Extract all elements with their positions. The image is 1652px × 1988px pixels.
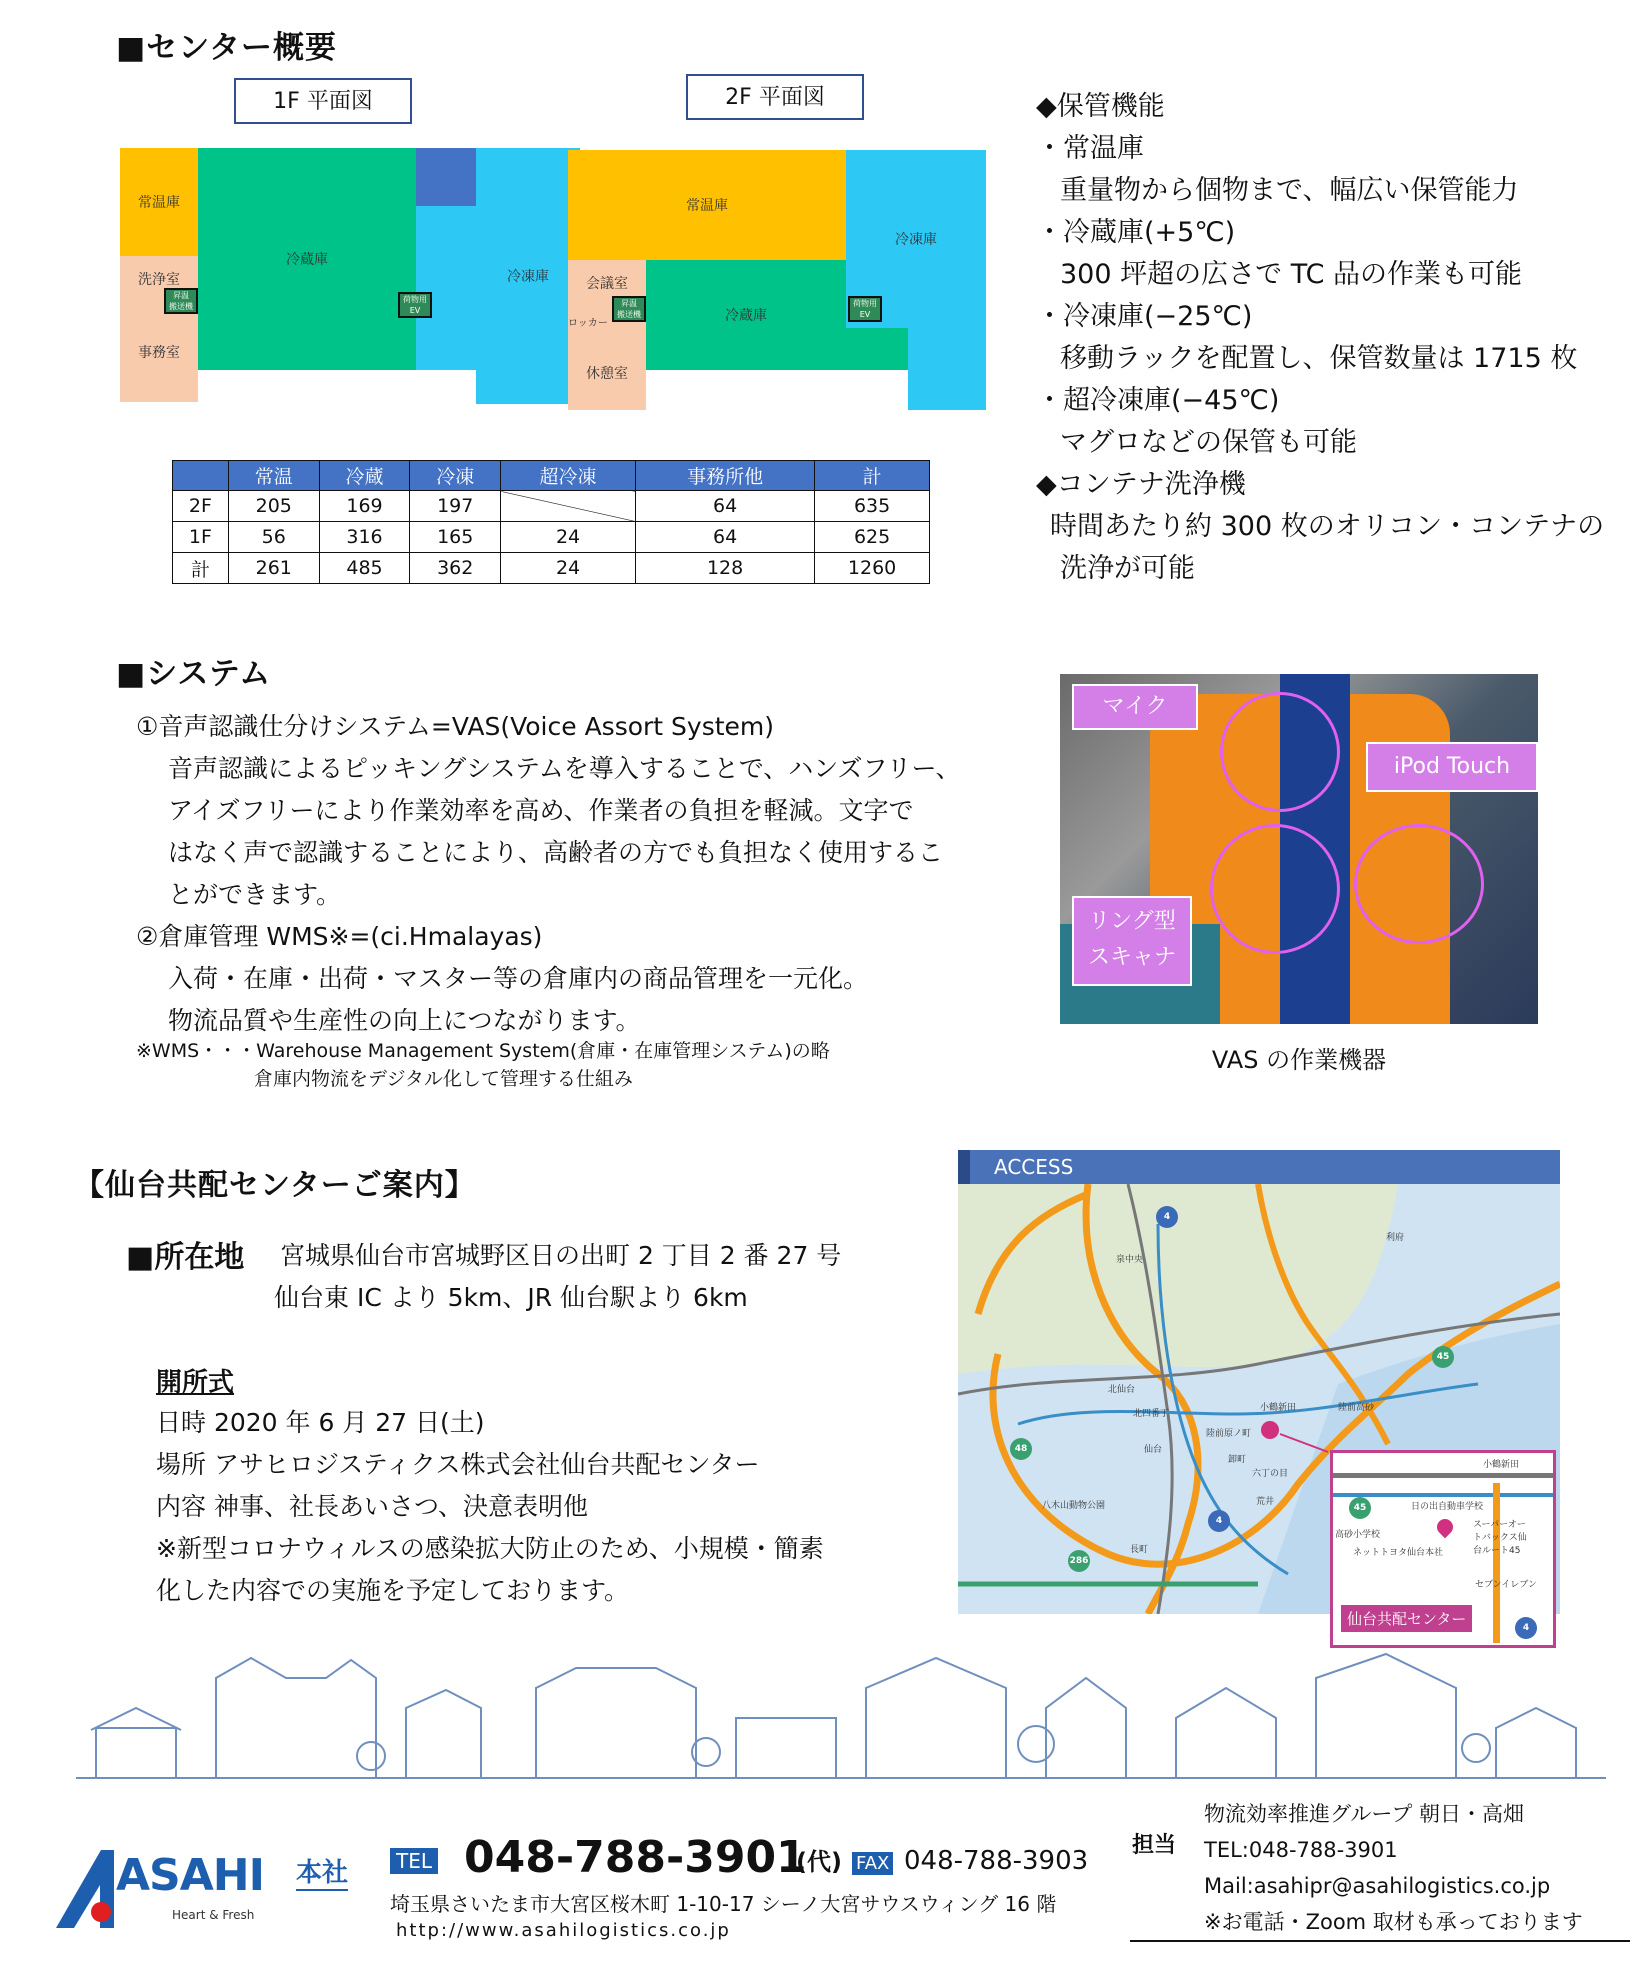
f1-tag-transport: 昇温 搬送機 xyxy=(164,288,198,314)
access-map xyxy=(958,1150,1560,1650)
callout-scanner xyxy=(1072,896,1192,986)
inset-rail xyxy=(1333,1473,1553,1478)
f1-room-reizo: 冷蔵庫 xyxy=(198,148,416,370)
map-label: 六丁の目 xyxy=(1252,1469,1289,1479)
logo-text: ASAHI xyxy=(116,1850,264,1901)
f2-room-reizo: 冷蔵庫 xyxy=(646,260,846,370)
table-cell: 362 xyxy=(410,553,501,584)
ceremony-note: ※新型コロナウィルスの感染拡大防止のため、小規模・簡素 xyxy=(156,1534,824,1563)
system-line: 物流品質や生産性の向上につながります。 xyxy=(168,1006,641,1035)
table-header-row xyxy=(173,461,930,491)
location-pin-icon xyxy=(1434,1516,1457,1539)
center-label: 仙台共配センター xyxy=(1341,1605,1472,1632)
f1-room-block xyxy=(416,148,476,206)
inset-label: スーパーオートバックス仙台ルート45 xyxy=(1473,1520,1527,1556)
storage-line: 重量物から個物まで、幅広い保管能力 xyxy=(1060,175,1519,206)
inset-label: ネットトヨタ仙台本社 xyxy=(1353,1548,1444,1558)
tel-dai: (代) xyxy=(796,1848,842,1876)
storage-line: 洗浄が可能 xyxy=(1060,553,1195,584)
system-line: アイズフリーにより作業効率を高め、作業者の負担を軽減。文字で xyxy=(168,796,914,825)
vas-photo xyxy=(1060,674,1538,1024)
map-label: 小鶴新田 xyxy=(1260,1403,1297,1413)
table-cell: 64 xyxy=(636,522,815,553)
ceremony-content: 内容 神事、社長あいさつ、決意表明他 xyxy=(156,1492,588,1521)
table-cell: 2F xyxy=(173,491,229,522)
f2-room-locker: ロッカー xyxy=(568,306,646,336)
table-header: 事務所他 xyxy=(636,461,815,491)
f2-tag-ev: 荷物用 EV xyxy=(848,296,882,322)
system-line: 入荷・在庫・出荷・マスター等の倉庫内の商品管理を一元化。 xyxy=(168,964,869,993)
callout-scanner-line2: スキャナ xyxy=(1087,945,1176,970)
table-cell: 625 xyxy=(815,522,930,553)
map-inset xyxy=(1330,1450,1556,1648)
table-cell: 635 xyxy=(815,491,930,522)
section-heading-system: ■システム xyxy=(116,656,272,692)
ceremony-details xyxy=(156,1402,824,1612)
table-cell: 24 xyxy=(501,522,636,553)
section-heading-center: ■センター概要 xyxy=(116,30,338,66)
table-cell: 128 xyxy=(636,553,815,584)
table-cell: 1260 xyxy=(815,553,930,584)
route-48-shield: 48 xyxy=(1010,1438,1032,1460)
map-label: 長町 xyxy=(1130,1545,1149,1555)
floor1-plan xyxy=(120,148,580,438)
table-row xyxy=(173,522,930,553)
f2-room-reito-bottom xyxy=(908,328,986,410)
map-label: 荒井 xyxy=(1256,1497,1275,1507)
table-header: 冷蔵 xyxy=(319,461,410,491)
map-label: 泉中央 xyxy=(1116,1255,1144,1265)
f2-room-reizo-b xyxy=(846,328,908,370)
table-cell: 1F xyxy=(173,522,229,553)
table-cell: 205 xyxy=(228,491,319,522)
floor2-plan xyxy=(568,150,988,410)
inset-route xyxy=(1493,1483,1500,1643)
scanner-highlight xyxy=(1210,824,1340,954)
tel-tag: TEL xyxy=(390,1848,438,1874)
table-row xyxy=(173,553,930,584)
storage-line: 移動ラックを配置し、保管数量は 1715 枚 xyxy=(1060,343,1578,374)
f1-tag-ev: 荷物用 EV xyxy=(398,292,432,318)
capacity-table xyxy=(172,460,930,584)
f1-room-reito-a xyxy=(416,206,476,370)
table-cell: 24 xyxy=(501,553,636,584)
table-header: 冷凍 xyxy=(410,461,501,491)
storage-line: 300 坪超の広さで TC 品の作業も可能 xyxy=(1060,259,1523,290)
table-header: 超冷凍 xyxy=(501,461,636,491)
table-header xyxy=(173,461,229,491)
f2-room-kaigi: 会議室 xyxy=(568,260,646,306)
route-45-shield: 45 xyxy=(1432,1346,1454,1368)
address: 宮城県仙台市宮城野区日の出町 2 丁目 2 番 27 号 xyxy=(280,1241,842,1270)
table-header: 計 xyxy=(815,461,930,491)
contact-label: 担当 xyxy=(1132,1833,1177,1858)
photo-caption: VAS の作業機器 xyxy=(1211,1046,1387,1074)
f2-room-kyukei: 休憩室 xyxy=(568,336,646,410)
hq-fax: 048-788-3903 xyxy=(904,1846,1089,1876)
route-45-shield-inset: 45 xyxy=(1349,1497,1371,1519)
storage-line: ・常温庫 xyxy=(1036,133,1144,164)
storage-line: マグロなどの保管も可能 xyxy=(1060,427,1357,458)
ceremony-heading: 開所式 xyxy=(156,1368,235,1398)
mic-highlight xyxy=(1220,692,1340,812)
ceremony-place: 場所 アサヒロジスティクス株式会社仙台共配センター xyxy=(156,1450,760,1479)
asahi-logo xyxy=(56,1850,264,1930)
route-4-shield-south: 4 xyxy=(1208,1510,1230,1532)
f2-tag-transport: 昇温 搬送機 xyxy=(612,296,646,322)
route-286-shield: 286 xyxy=(1068,1550,1090,1572)
storage-line: ・冷凍庫(−25℃) xyxy=(1036,301,1253,332)
wms-note: ※WMS・・・Warehouse Management System(倉庫・在庫管理システム)の略 xyxy=(136,1040,830,1062)
table-row xyxy=(173,491,930,522)
contact-tel: TEL:048-788-3901 xyxy=(1204,1838,1398,1862)
callout-scanner-line1: リング型 xyxy=(1088,909,1176,934)
system-line: 音声認識によるピッキングシステムを導入することで、ハンズフリー、 xyxy=(168,754,961,783)
floor2-label: 2F 平面図 xyxy=(686,74,864,120)
table-cell: 165 xyxy=(410,522,501,553)
f2-room-jo: 常温庫 xyxy=(568,150,846,260)
table-cell: 316 xyxy=(319,522,410,553)
callout-mic: マイク xyxy=(1072,684,1198,730)
table-cell: 197 xyxy=(410,491,501,522)
inset-label: セブンイレブン xyxy=(1475,1580,1537,1590)
ceremony-date: 日時 2020 年 6 月 27 日(土) xyxy=(156,1408,485,1437)
map-label: 仙台 xyxy=(1144,1445,1163,1455)
contact-details xyxy=(1204,1796,1583,1940)
footer-divider xyxy=(1130,1940,1630,1942)
map-label: 北仙台 xyxy=(1108,1385,1136,1395)
table-cell: 計 xyxy=(173,553,229,584)
hq-tel: 048-788-3901 xyxy=(464,1832,807,1883)
hq-label: 本社 xyxy=(296,1852,348,1891)
route-4-shield-inset: 4 xyxy=(1515,1617,1537,1639)
wms-note-2: 倉庫内物流をデジタル化して管理する仕組み xyxy=(254,1068,633,1090)
f1-room-senjo: 洗浄室 xyxy=(120,256,198,302)
town-illustration xyxy=(76,1648,1606,1798)
map-label: 北四番丁 xyxy=(1133,1409,1170,1419)
f2-room-reito-top: 冷凍庫 xyxy=(846,150,986,328)
inset-road xyxy=(1333,1493,1553,1497)
storage-line: ・冷蔵庫(+5℃) xyxy=(1036,217,1236,248)
storage-line: ◆コンテナ洗浄機 xyxy=(1036,469,1246,500)
contact-note: ※お電話・Zoom 取材も承っております xyxy=(1204,1910,1583,1934)
fax-tag: FAX xyxy=(852,1852,893,1875)
table-cell: 485 xyxy=(319,553,410,584)
f1-room-jo: 常温庫 xyxy=(120,148,198,256)
map-label: 陸前高砂 xyxy=(1338,1403,1375,1413)
section-heading-guide: 【仙台共配センターご案内】 xyxy=(74,1168,476,1203)
hq-url: http://www.asahilogistics.co.jp xyxy=(396,1920,731,1941)
f1-room-reito: 冷凍庫 xyxy=(476,148,580,404)
inset-label: 小鶴新田 xyxy=(1483,1460,1520,1470)
contact-mail[interactable]: Mail:asahipr@asahilogistics.co.jp xyxy=(1204,1874,1551,1898)
table-cell: 261 xyxy=(228,553,319,584)
logo-slogan: Heart & Fresh xyxy=(172,1908,255,1922)
access-distance: 仙台東 IC より 5km、JR 仙台駅より 6km xyxy=(274,1283,748,1312)
table-cell: 169 xyxy=(319,491,410,522)
route-4-shield: 4 xyxy=(1156,1206,1178,1228)
inset-label: 高砂小学校 xyxy=(1335,1530,1381,1540)
system-line: はなく声で認識することにより、高齢者の方でも負担なく使用するこ xyxy=(168,838,944,867)
f1-room-jimu: 事務室 xyxy=(120,302,198,402)
system-line: ②倉庫管理 WMS※=(ci.Hmalayas) xyxy=(136,922,543,951)
table-cell-empty xyxy=(501,491,636,522)
contact-group: 物流効率推進グループ 朝日・高畑 xyxy=(1204,1802,1524,1826)
storage-features xyxy=(1036,86,1604,590)
floor1-label: 1F 平面図 xyxy=(234,78,412,124)
system-line: ①音声認識仕分けシステム=VAS(Voice Assort System) xyxy=(136,712,775,741)
storage-line: ・超冷凍庫(−45℃) xyxy=(1036,385,1280,416)
map-title: ACCESS xyxy=(994,1155,1074,1179)
map-label: 陸前原ノ町 xyxy=(1206,1429,1252,1439)
storage-line: 時間あたり約 300 枚のオリコン・コンテナの xyxy=(1050,511,1605,542)
map-label: 卸町 xyxy=(1228,1455,1247,1465)
table-header: 常温 xyxy=(228,461,319,491)
inset-label: 日の出自動車学校 xyxy=(1411,1502,1484,1512)
storage-line: ◆保管機能 xyxy=(1036,91,1165,122)
system-line: とができます。 xyxy=(168,880,342,909)
map-label: 八木山動物公園 xyxy=(1042,1501,1106,1511)
table-cell: 56 xyxy=(228,522,319,553)
system-text xyxy=(136,706,1016,1042)
table-cell: 64 xyxy=(636,491,815,522)
callout-ipod: iPod Touch xyxy=(1366,742,1538,792)
ceremony-note-2: 化した内容での実施を予定しております。 xyxy=(156,1576,630,1605)
location-label: ■所在地 xyxy=(126,1240,245,1275)
map-label: 利府 xyxy=(1386,1233,1405,1243)
ipod-highlight xyxy=(1354,824,1484,944)
hq-address: 埼玉県さいたま市大宮区桜木町 1-10-17 シーノ大宮サウスウィング 16 階 xyxy=(390,1892,1057,1916)
